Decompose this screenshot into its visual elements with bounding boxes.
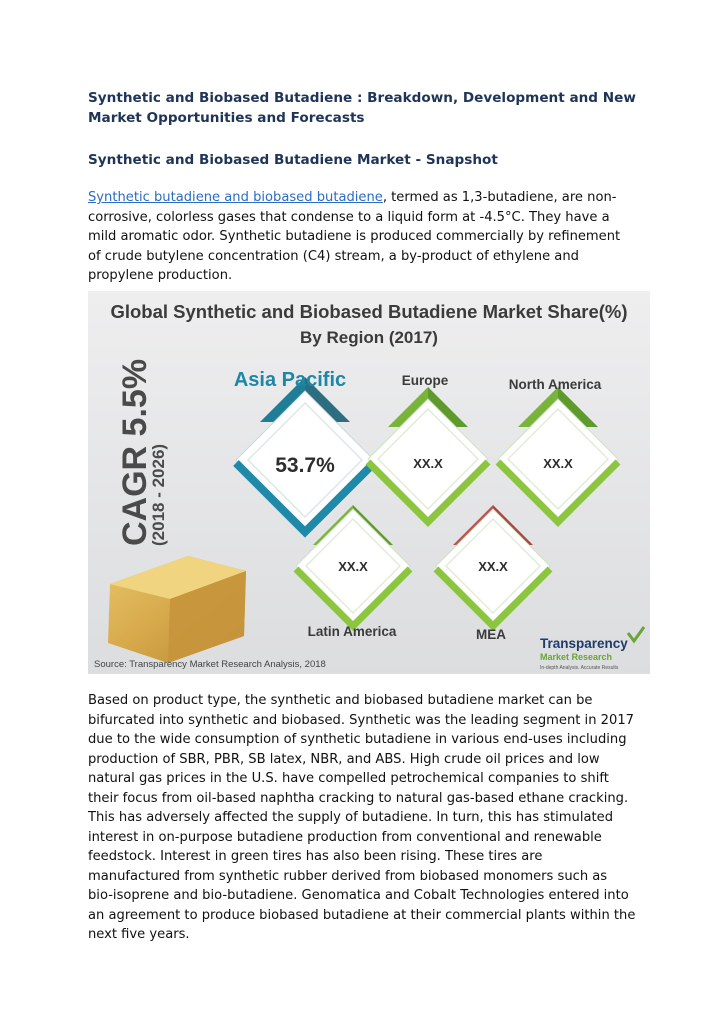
intro-paragraph xyxy=(88,188,636,286)
intro-text: , termed as 1,3-butadiene, are non-corrosive, colorless gases that condense to a liquid form at -4.5°C. They have a mild aromatic odor. Synthetic butadiene is produced commercially by refinement of crude butylene concentration (C4) stream, a by-product of ethylene and propylene production. xyxy=(88,190,621,283)
cagr-label: CAGR 5.5% xyxy=(116,358,154,546)
butadiene-link[interactable]: Synthetic butadiene and biobased butadiene xyxy=(88,190,383,205)
cagr-period: (2018 - 2026) xyxy=(149,443,168,546)
north-america-value: XX.X xyxy=(543,456,573,471)
document-title: Synthetic and Biobased Butadiene : Breakdown, Development and New Market Opportunities and Forecasts xyxy=(88,90,636,126)
source-note: Source: Transparency Market Research Analysis, 2018 xyxy=(94,659,326,670)
north-america-label: North America xyxy=(508,377,602,392)
asia-pacific-label: Asia Pacific xyxy=(233,369,347,391)
logo-line2: Market Research xyxy=(540,652,613,662)
infographic-title: Global Synthetic and Biobased Butadiene Market Share(%) xyxy=(110,301,628,322)
market-share-infographic xyxy=(88,291,650,674)
mea-label: MEA xyxy=(476,627,506,642)
latin-america-label: Latin America xyxy=(307,624,397,639)
europe-label: Europe xyxy=(401,373,449,388)
document-body xyxy=(88,88,636,286)
infographic-subtitle: By Region (2017) xyxy=(300,328,438,347)
infographic-canvas xyxy=(88,291,650,674)
section-heading: Synthetic and Biobased Butadiene Market - Snapshot xyxy=(88,152,498,168)
logo-line1: Transparency xyxy=(540,636,628,651)
logo-tagline: In-depth Analysis. Accurate Results xyxy=(540,665,619,671)
mea-value: XX.X xyxy=(478,559,508,574)
body-paragraph: Based on product type, the synthetic and biobased butadiene market can be bifurcated into synthetic and biobased. Synthetic was the leading segment in 2017 due to the wide consumption of synthetic butadiene in various end-uses including production of SBR, PBR, SB latex, NBR, and ABS. High crude oil prices and low natural gas prices in the U.S. have compelled petrochemical companies to shift their focus from oil-based naphtha cracking to natural gas-based ethane cracking. This has adversely affected the supply of butadiene. In turn, this has stimulated interest in on-purpose butadiene production from conventional and renewable feedstock. Interest in green tires has also been rising. These tires are manufactured from synthetic rubber derived from biobased monomers such as bio-isoprene and bio-butadiene. Genomatica and Cobalt Technologies entered into an agreement to produce biobased butadiene at their commercial plants within the next five years. xyxy=(88,693,636,942)
latin-america-value: XX.X xyxy=(338,559,368,574)
europe-value: XX.X xyxy=(413,456,443,471)
asia-pacific-value: 53.7% xyxy=(275,454,335,477)
